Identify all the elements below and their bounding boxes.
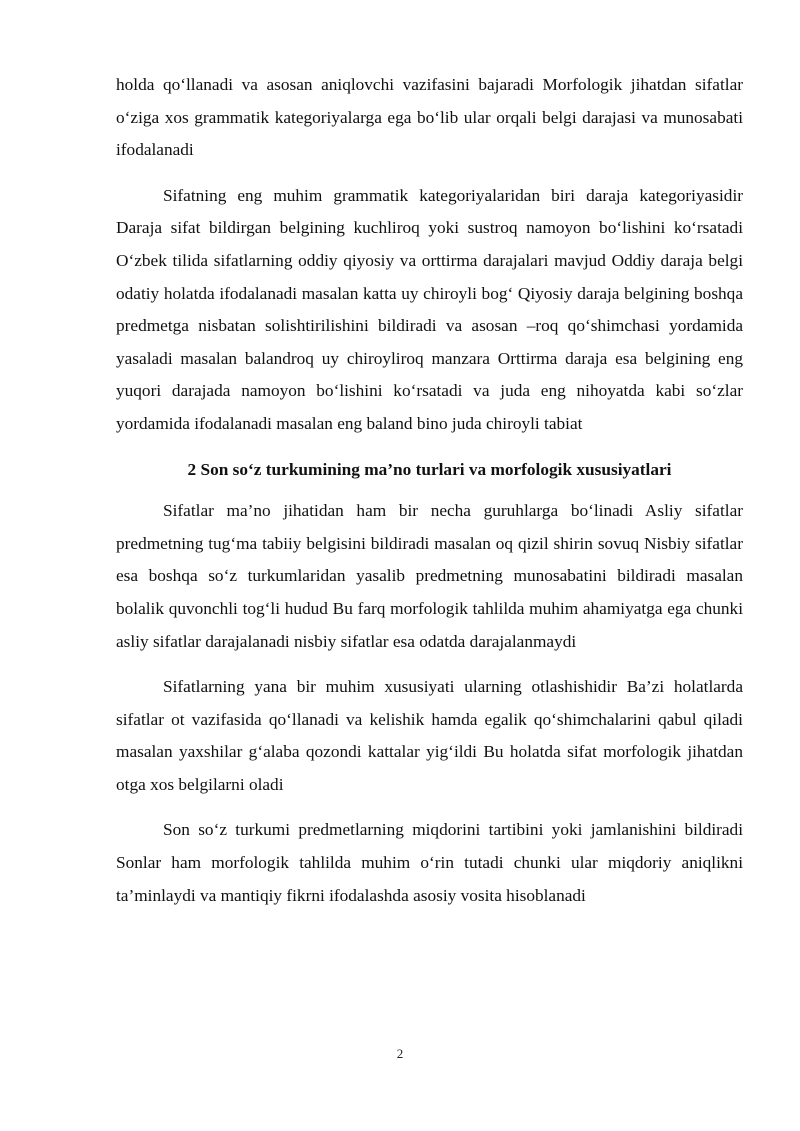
- section-heading: 2 Son so‘z turkumining ma’no turlari va morfologik xususiyatlari: [187, 459, 672, 479]
- paragraph-adjective-types: Sifatlar ma’no jihatidan ham bir necha guruhlarga bo‘linadi Asliy sifatlar predmetning tug‘ma tabiiy belgisini bildiradi masalan oq qizil shirin sovuq Nisbiy sifatlar esa boshqa so‘z turkumlaridan yasalib predmetning munosabatini bildiradi masalan bolalik quvonchli tog‘li hudud Bu farq morfologik tahlilda muhim ahamiyatga ega chunki asliy sifatlar darajalanadi nisbiy sifatlar esa odatda darajalanmaydi: [116, 501, 743, 651]
- page-number: 2: [396, 1046, 404, 1061]
- paragraph-degree-category: Sifatning eng muhim grammatik kategoriyalaridan biri daraja kategoriyasidir Daraja sifat bildirgan belgining kuchliroq yoki sustroq namoyon bo‘lishini ko‘rsatadi O‘zbek tilida sifatlarning oddiy qiyosiy va orttirma darajalari mavjud Oddiy daraja belgi odatiy holatda ifodalanadi masalan katta uy chiroyli bog‘ Qiyosiy daraja belgining boshqa predmetga nisbatan solishtirilishini bildiradi va asosan –roq qo‘shimchasi yordamida yasaladi masalan balandroq uy chiroyliroq manzara Orttirma daraja esa belgining eng yuqori darajada namoyon bo‘lishini ko‘rsatadi va juda eng nihoyatda kabi so‘zlar yordamida ifodalanadi masalan eng baland bino juda chiroyli tabiat: [116, 185, 743, 433]
- paragraph-continuation: holda qo‘llanadi va asosan aniqlovchi vazifasini bajaradi Morfologik jihatdan sifatlar o‘ziga xos grammatik kategoriyalarga ega bo‘lib ular orqali belgi darajasi va munosabati ifodalanadi: [116, 75, 743, 160]
- document-page: [116, 69, 743, 912]
- paragraph-numerals: Son so‘z turkumi predmetlarning miqdorini tartibini yoki jamlanishini bildiradi Sonlar ham morfologik tahlilda muhim o‘rin tutadi chunki ular miqdoriy aniqlikni ta’minlaydi va mantiqiy fikrni ifodalashda asosiy vosita hisoblanadi: [116, 820, 743, 905]
- paragraph-substantivization: Sifatlarning yana bir muhim xususiyati ularning otlashishidir Ba’zi holatlarda sifatlar ot vazifasida qo‘llanadi va kelishik hamda egalik qo‘shimchalarini qabul qiladi masalan yaxshilar g‘alaba qozondi kattalar yig‘ildi Bu holatda sifat morfologik jihatdan otga xos belgilarni oladi: [116, 677, 743, 794]
